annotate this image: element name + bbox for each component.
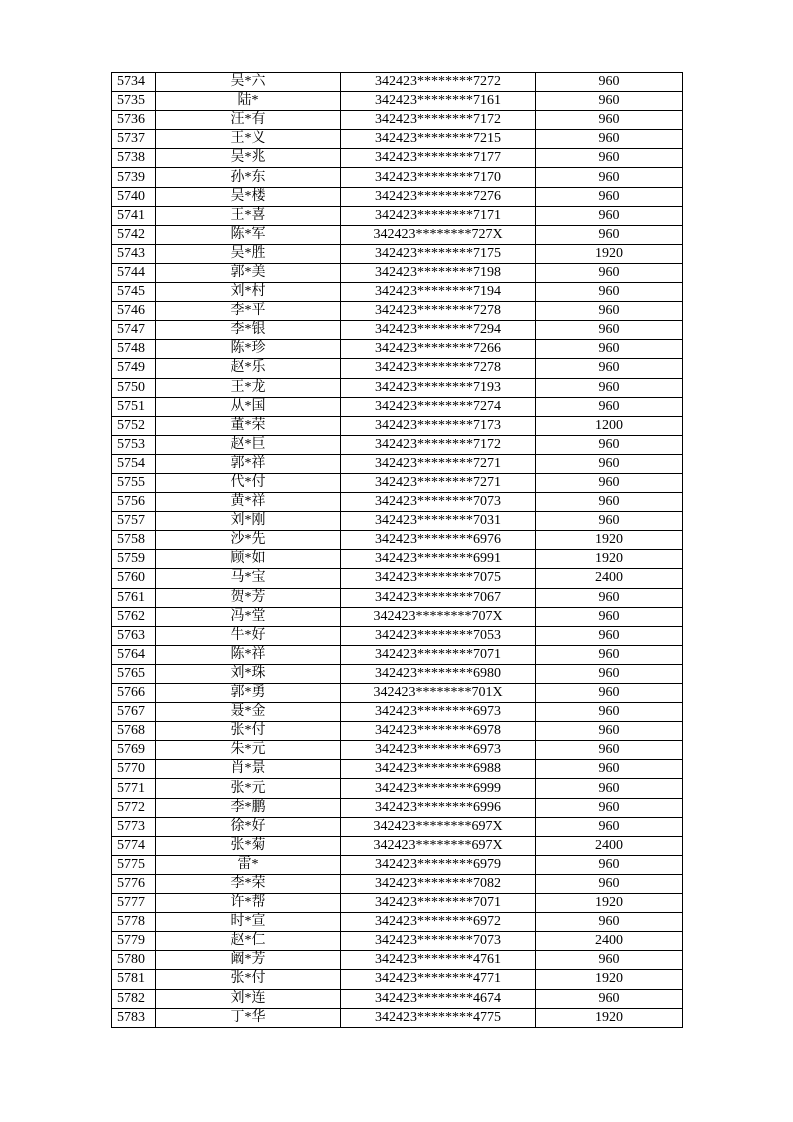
amount-cell: 960 [536, 989, 683, 1008]
table-row [112, 359, 683, 378]
table-row [112, 512, 683, 531]
row-number-cell: 5775 [112, 855, 156, 874]
row-number-cell: 5739 [112, 168, 156, 187]
row-number-cell: 5754 [112, 454, 156, 473]
id-number-cell: 342423********7053 [341, 626, 536, 645]
amount-cell: 960 [536, 149, 683, 168]
name-cell: 陈*祥 [156, 645, 341, 664]
row-number-cell: 5774 [112, 836, 156, 855]
name-cell: 吴*楼 [156, 187, 341, 206]
name-cell: 刘*村 [156, 283, 341, 302]
id-number-cell: 342423********7274 [341, 397, 536, 416]
amount-cell: 960 [536, 874, 683, 893]
row-number-cell: 5764 [112, 645, 156, 664]
name-cell: 张*付 [156, 970, 341, 989]
row-number-cell: 5767 [112, 703, 156, 722]
amount-cell: 960 [536, 779, 683, 798]
table-row [112, 989, 683, 1008]
amount-cell: 960 [536, 493, 683, 512]
name-cell: 黄*祥 [156, 493, 341, 512]
name-cell: 张*付 [156, 722, 341, 741]
row-number-cell: 5742 [112, 225, 156, 244]
row-number-cell: 5766 [112, 684, 156, 703]
name-cell: 沙*先 [156, 531, 341, 550]
name-cell: 郭*美 [156, 263, 341, 282]
row-number-cell: 5783 [112, 1008, 156, 1027]
table-row [112, 741, 683, 760]
name-cell: 贺*芳 [156, 588, 341, 607]
row-number-cell: 5761 [112, 588, 156, 607]
table-row [112, 225, 683, 244]
name-cell: 冯*堂 [156, 607, 341, 626]
name-cell: 刘*连 [156, 989, 341, 1008]
table-row [112, 73, 683, 92]
table-row [112, 779, 683, 798]
row-number-cell: 5734 [112, 73, 156, 92]
id-number-cell: 342423********7194 [341, 283, 536, 302]
name-cell: 汪*有 [156, 111, 341, 130]
id-number-cell: 342423********7170 [341, 168, 536, 187]
id-number-cell: 342423********6978 [341, 722, 536, 741]
amount-cell: 960 [536, 512, 683, 531]
amount-cell: 960 [536, 73, 683, 92]
id-number-cell: 342423********7031 [341, 512, 536, 531]
name-cell: 徐*好 [156, 817, 341, 836]
id-number-cell: 342423********4761 [341, 951, 536, 970]
row-number-cell: 5758 [112, 531, 156, 550]
id-number-cell: 342423********727X [341, 225, 536, 244]
name-cell: 丁*华 [156, 1008, 341, 1027]
table-row [112, 798, 683, 817]
amount-cell: 1200 [536, 416, 683, 435]
amount-cell: 960 [536, 263, 683, 282]
id-number-cell: 342423********4771 [341, 970, 536, 989]
amount-cell: 960 [536, 225, 683, 244]
row-number-cell: 5769 [112, 741, 156, 760]
table-row [112, 645, 683, 664]
name-cell: 李*平 [156, 302, 341, 321]
row-number-cell: 5763 [112, 626, 156, 645]
name-cell: 吴*兆 [156, 149, 341, 168]
id-number-cell: 342423********6999 [341, 779, 536, 798]
row-number-cell: 5747 [112, 321, 156, 340]
id-number-cell: 342423********6988 [341, 760, 536, 779]
amount-cell: 960 [536, 913, 683, 932]
name-cell: 刘*刚 [156, 512, 341, 531]
row-number-cell: 5737 [112, 130, 156, 149]
amount-cell: 960 [536, 130, 683, 149]
table-row [112, 244, 683, 263]
row-number-cell: 5778 [112, 913, 156, 932]
id-number-cell: 342423********6979 [341, 855, 536, 874]
amount-cell: 960 [536, 798, 683, 817]
row-number-cell: 5748 [112, 340, 156, 359]
id-number-cell: 342423********7271 [341, 454, 536, 473]
id-number-cell: 342423********7071 [341, 894, 536, 913]
row-number-cell: 5751 [112, 397, 156, 416]
row-number-cell: 5762 [112, 607, 156, 626]
id-number-cell: 342423********7175 [341, 244, 536, 263]
id-number-cell: 342423********7272 [341, 73, 536, 92]
id-number-cell: 342423********7278 [341, 302, 536, 321]
id-number-cell: 342423********7198 [341, 263, 536, 282]
name-cell: 张*菊 [156, 836, 341, 855]
row-number-cell: 5745 [112, 283, 156, 302]
row-number-cell: 5743 [112, 244, 156, 263]
id-number-cell: 342423********707X [341, 607, 536, 626]
id-number-cell: 342423********7193 [341, 378, 536, 397]
row-number-cell: 5780 [112, 951, 156, 970]
row-number-cell: 5773 [112, 817, 156, 836]
amount-cell: 1920 [536, 1008, 683, 1027]
name-cell: 从*国 [156, 397, 341, 416]
id-number-cell: 342423********6976 [341, 531, 536, 550]
id-number-cell: 342423********7171 [341, 206, 536, 225]
amount-cell: 2400 [536, 932, 683, 951]
table-row [112, 187, 683, 206]
table-row [112, 874, 683, 893]
id-number-cell: 342423********7278 [341, 359, 536, 378]
name-cell: 董*荣 [156, 416, 341, 435]
table-row [112, 416, 683, 435]
name-cell: 陆* [156, 92, 341, 111]
id-number-cell: 342423********7071 [341, 645, 536, 664]
amount-cell: 960 [536, 722, 683, 741]
table-row [112, 531, 683, 550]
amount-cell: 960 [536, 435, 683, 454]
table-row [112, 970, 683, 989]
table-row [112, 550, 683, 569]
id-number-cell: 342423********7177 [341, 149, 536, 168]
amount-cell: 960 [536, 626, 683, 645]
amount-cell: 960 [536, 664, 683, 683]
table-row [112, 913, 683, 932]
id-number-cell: 342423********7276 [341, 187, 536, 206]
name-cell: 吴*六 [156, 73, 341, 92]
amount-cell: 960 [536, 340, 683, 359]
id-number-cell: 342423********7266 [341, 340, 536, 359]
amount-cell: 960 [536, 741, 683, 760]
row-number-cell: 5782 [112, 989, 156, 1008]
name-cell: 陈*珍 [156, 340, 341, 359]
roster-table-body [112, 73, 683, 1028]
name-cell: 张*元 [156, 779, 341, 798]
row-number-cell: 5735 [112, 92, 156, 111]
id-number-cell: 342423********6996 [341, 798, 536, 817]
name-cell: 陈*军 [156, 225, 341, 244]
amount-cell: 960 [536, 92, 683, 111]
id-number-cell: 342423********6980 [341, 664, 536, 683]
table-row [112, 206, 683, 225]
name-cell: 肖*景 [156, 760, 341, 779]
name-cell: 时*宣 [156, 913, 341, 932]
table-row [112, 722, 683, 741]
table-row [112, 111, 683, 130]
table-row [112, 302, 683, 321]
roster-table [111, 72, 683, 1028]
row-number-cell: 5744 [112, 263, 156, 282]
name-cell: 顾*如 [156, 550, 341, 569]
table-row [112, 760, 683, 779]
amount-cell: 960 [536, 855, 683, 874]
name-cell: 郭*勇 [156, 684, 341, 703]
row-number-cell: 5771 [112, 779, 156, 798]
table-row [112, 817, 683, 836]
amount-cell: 960 [536, 588, 683, 607]
amount-cell: 1920 [536, 531, 683, 550]
table-row [112, 951, 683, 970]
amount-cell: 1920 [536, 894, 683, 913]
row-number-cell: 5776 [112, 874, 156, 893]
table-row [112, 703, 683, 722]
row-number-cell: 5755 [112, 473, 156, 492]
amount-cell: 960 [536, 684, 683, 703]
name-cell: 牛*好 [156, 626, 341, 645]
table-row [112, 588, 683, 607]
id-number-cell: 342423********7161 [341, 92, 536, 111]
amount-cell: 960 [536, 397, 683, 416]
name-cell: 吴*胜 [156, 244, 341, 263]
table-row [112, 435, 683, 454]
row-number-cell: 5772 [112, 798, 156, 817]
table-row [112, 130, 683, 149]
table-row [112, 626, 683, 645]
amount-cell: 960 [536, 206, 683, 225]
table-row [112, 569, 683, 588]
table-row [112, 473, 683, 492]
name-cell: 马*宝 [156, 569, 341, 588]
amount-cell: 1920 [536, 970, 683, 989]
table-row [112, 607, 683, 626]
row-number-cell: 5768 [112, 722, 156, 741]
amount-cell: 1920 [536, 244, 683, 263]
row-number-cell: 5749 [112, 359, 156, 378]
table-row [112, 454, 683, 473]
row-number-cell: 5759 [112, 550, 156, 569]
row-number-cell: 5760 [112, 569, 156, 588]
name-cell: 阚*芳 [156, 951, 341, 970]
name-cell: 李*荣 [156, 874, 341, 893]
amount-cell: 960 [536, 645, 683, 664]
table-row [112, 684, 683, 703]
amount-cell: 960 [536, 283, 683, 302]
id-number-cell: 342423********6991 [341, 550, 536, 569]
amount-cell: 960 [536, 187, 683, 206]
row-number-cell: 5736 [112, 111, 156, 130]
name-cell: 王*龙 [156, 378, 341, 397]
amount-cell: 1920 [536, 550, 683, 569]
name-cell: 赵*乐 [156, 359, 341, 378]
id-number-cell: 342423********7271 [341, 473, 536, 492]
id-number-cell: 342423********7073 [341, 493, 536, 512]
amount-cell: 2400 [536, 836, 683, 855]
id-number-cell: 342423********7067 [341, 588, 536, 607]
row-number-cell: 5770 [112, 760, 156, 779]
name-cell: 许*帮 [156, 894, 341, 913]
id-number-cell: 342423********7173 [341, 416, 536, 435]
row-number-cell: 5756 [112, 493, 156, 512]
table-row [112, 149, 683, 168]
table-row [112, 836, 683, 855]
row-number-cell: 5753 [112, 435, 156, 454]
id-number-cell: 342423********7073 [341, 932, 536, 951]
amount-cell: 960 [536, 817, 683, 836]
table-row [112, 855, 683, 874]
row-number-cell: 5757 [112, 512, 156, 531]
amount-cell: 960 [536, 359, 683, 378]
row-number-cell: 5779 [112, 932, 156, 951]
row-number-cell: 5781 [112, 970, 156, 989]
id-number-cell: 342423********7172 [341, 435, 536, 454]
table-row [112, 92, 683, 111]
amount-cell: 960 [536, 168, 683, 187]
name-cell: 孙*东 [156, 168, 341, 187]
id-number-cell: 342423********7294 [341, 321, 536, 340]
table-row [112, 340, 683, 359]
row-number-cell: 5752 [112, 416, 156, 435]
table-row [112, 321, 683, 340]
amount-cell: 960 [536, 607, 683, 626]
id-number-cell: 342423********7082 [341, 874, 536, 893]
table-row [112, 932, 683, 951]
name-cell: 赵*巨 [156, 435, 341, 454]
table-row [112, 263, 683, 282]
id-number-cell: 342423********6973 [341, 741, 536, 760]
row-number-cell: 5741 [112, 206, 156, 225]
name-cell: 朱*元 [156, 741, 341, 760]
row-number-cell: 5746 [112, 302, 156, 321]
table-row [112, 283, 683, 302]
id-number-cell: 342423********697X [341, 836, 536, 855]
name-cell: 聂*金 [156, 703, 341, 722]
name-cell: 李*鹏 [156, 798, 341, 817]
name-cell: 李*银 [156, 321, 341, 340]
amount-cell: 960 [536, 302, 683, 321]
table-row [112, 1008, 683, 1027]
id-number-cell: 342423********7215 [341, 130, 536, 149]
table-row [112, 493, 683, 512]
row-number-cell: 5765 [112, 664, 156, 683]
amount-cell: 960 [536, 473, 683, 492]
id-number-cell: 342423********6972 [341, 913, 536, 932]
id-number-cell: 342423********6973 [341, 703, 536, 722]
row-number-cell: 5740 [112, 187, 156, 206]
amount-cell: 960 [536, 760, 683, 779]
row-number-cell: 5750 [112, 378, 156, 397]
table-row [112, 894, 683, 913]
name-cell: 王*义 [156, 130, 341, 149]
id-number-cell: 342423********7075 [341, 569, 536, 588]
id-number-cell: 342423********7172 [341, 111, 536, 130]
id-number-cell: 342423********697X [341, 817, 536, 836]
id-number-cell: 342423********4674 [341, 989, 536, 1008]
row-number-cell: 5738 [112, 149, 156, 168]
id-number-cell: 342423********4775 [341, 1008, 536, 1027]
amount-cell: 960 [536, 951, 683, 970]
amount-cell: 960 [536, 321, 683, 340]
name-cell: 赵*仁 [156, 932, 341, 951]
name-cell: 王*喜 [156, 206, 341, 225]
id-number-cell: 342423********701X [341, 684, 536, 703]
name-cell: 郭*祥 [156, 454, 341, 473]
table-row [112, 664, 683, 683]
amount-cell: 960 [536, 454, 683, 473]
amount-cell: 960 [536, 378, 683, 397]
name-cell: 雷* [156, 855, 341, 874]
table-row [112, 168, 683, 187]
name-cell: 代*付 [156, 473, 341, 492]
amount-cell: 960 [536, 703, 683, 722]
table-row [112, 397, 683, 416]
table-row [112, 378, 683, 397]
amount-cell: 960 [536, 111, 683, 130]
name-cell: 刘*珠 [156, 664, 341, 683]
row-number-cell: 5777 [112, 894, 156, 913]
amount-cell: 2400 [536, 569, 683, 588]
